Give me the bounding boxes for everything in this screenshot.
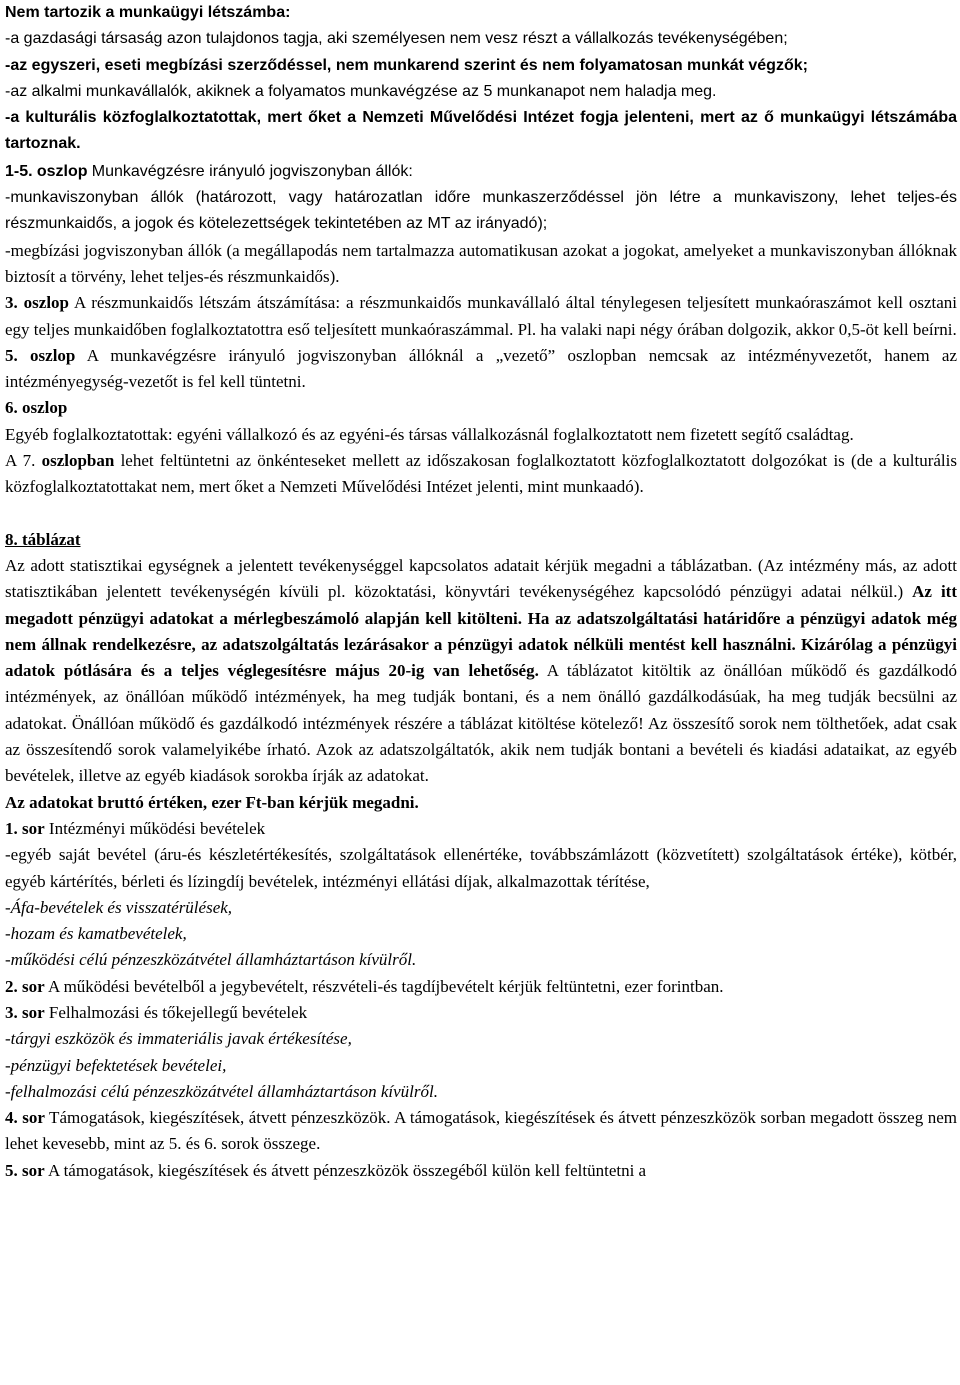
paragraph-row-2 [5,974,957,1000]
paragraph-own-revenue: -egyéb saját bevétel (áru-és készletértékesítés, szolgáltatások ellenértéke, továbbszámlázott (közvetített) szolgáltatások értéke), kötbér, egyéb kártérítés, bérleti és lízingdíj bevételek, intézményi ellátási díjak, alkalmazottak térítése, [5,845,957,891]
row-4-label: 4. sor [5,1108,45,1128]
column-7-prefix: A 7. [5,451,42,471]
paragraph-vat-revenue: -Áfa-bevételek és visszatérülések, [5,897,233,917]
paragraph-columns-1-5 [5,158,957,185]
column-5-label: 5. oszlop [5,345,76,365]
paragraph-row-1 [5,816,957,842]
paragraph-gross-value-note: Az adatokat bruttó értéken, ezer Ft-ban kérjük megadni. [5,792,419,812]
document-page [5,0,957,1184]
heading-not-in-headcount: Nem tartozik a munkaügyi létszámba: [5,4,291,21]
row-5-label: 5. sor [5,1160,45,1180]
column-7-label: oszlopban [41,451,115,471]
heading-column-6: 6. oszlop [5,398,68,418]
row-4-text: Támogatások, kiegészítések, átvett pénzeszközök. A támogatások, kiegészítések és átvett pénzeszközök sorban megadott összeg nem lehet kevesebb, mint az 5. és 6. sorok összege. [5,1108,957,1154]
row-3-text: Felhalmozási és tőkejellegű bevételek [44,1002,308,1022]
paragraph-column-5 [5,343,957,396]
paragraph-cultural-public-workers: -a kulturális közfoglalkoztatottak, mert őket a Nemzeti Művelődési Intézet fogja jelenteni, mert az ő munkaügyi létszámába tartoznak. [5,109,957,153]
paragraph-asset-sales: -tárgyi eszközök és immateriális javak értékesítése, [5,1029,352,1049]
paragraph-mandate: -megbízási jogviszonyban állók (a megállapodás nem tartalmazza automatikusan azokat a jogokat, amelyeket a munkaviszonyban állóknak biztosít a törvény, lehet teljes-és részmunkaidős). [5,240,957,286]
row-1-text: Intézményi működési bevételek [44,818,266,838]
column-5-text: A munkavégzésre irányuló jogviszonyban állóknál a „vezető” oszlopban nemcsak az intézményvezetőt, hanem az intézményegység-vezetőt is fel kell tüntetni. [5,345,957,392]
paragraph-column-3 [5,290,957,343]
paragraph-operating-transfer: -működési célú pénzeszközátvétel államháztartáson kívülről. [5,950,417,970]
paragraph-employment: -munkaviszonyban állók (határozott, vagy határozatlan időre munkaszerződéssel jön létre a munkaviszony, lehet teljes-és részmunkaidős, a jogok és kötelezettségek tekintetében az MT az irányadó); [5,189,957,233]
heading-table-8: 8. táblázat [5,529,81,549]
paragraph-column-7 [5,448,957,501]
table-8-intro: Az adott statisztikai egységnek a jelentett tevékenységgel kapcsolatos adatait kérjük megadni a táblázatban. (Az intézmény más, az adott statisztikában jelentett tevékenységén kívüli pl. közoktatási, könyvtári tevékenységéhez kapcsolódó pénzügyi adatai nélkül.) [5,555,957,602]
columns-1-5-label: 1-5. [5,162,33,180]
column-3-text: A részmunkaidős létszám átszámítása: a részmunkaidős munkavállaló által ténylegesen teljesített munkaóraszámot kell osztani egy teljes munkaidőben foglalkoztatottra eső teljesített munkaóraszámmal. Pl. ha valaki napi négy órában dolgozik, akkor 0,5-öt kell beírni. [5,293,957,339]
paragraph-row-5 [5,1158,957,1184]
spacer [5,501,957,527]
table-8-details: A táblázatot kitöltik az önállóan működő és gazdálkodó intézmények, az önállóan működő intézmények, ha meg tudják bontani, és a nem önálló gazdálkodásúak, ha meg tudják becsülni az adatokat. Önállóan működő és gazdálkodó intézmények részére a táblázat kitöltése kötelező! Az összesítő sorok nem tölthetőek, adat csak az összesítendő sorok valamelyikébe írható. Azok az adatszolgáltatók, akik nem tudják bontani a bevételi és kiadási adataikat, az egyéb bevételek, illetve az egyéb kiadások sorokba írják az adatokat. [5,661,957,786]
paragraph-interest-revenue: -hozam és kamatbevételek, [5,924,187,944]
row-2-text: A működési bevételből a jegybevételt, részvételi-és tagdíjbevételt kérjük feltüntetni, ezer forintban. [44,976,724,996]
column-7-text: lehet feltüntetni az önkénteseket mellett az időszakosan foglalkoztatott közfoglalkoztatott dolgozókat is (de a kulturális közfoglalkoztatottakat nem, mert őket a Nemzeti Művelődési Intézet jelenti, mint munkaadó). [5,451,957,497]
paragraph-capital-transfer: -felhalmozási célú pénzeszközátvétel államháztartáson kívülről. [5,1081,438,1101]
columns-1-5-oszlop: oszlop [36,162,88,180]
paragraph-row-4 [5,1105,957,1158]
column-3-label: 3. oszlop [5,293,70,313]
table-8-financial-note: Az itt megadott pénzügyi adatokat a mérlegbeszámoló alapján kell kitölteni. Ha az adatszolgáltatási határidőre a pénzügyi adatok még nem állnak rendelkezésre, az adatszolgáltatás lezárásakor a pénzügyi adatok nélküli mentést kell használni. Kizárólag a pénzügyi adatok pótlására és a teljes véglegesítésre május 20-ig van lehetőség. [5,582,958,681]
paragraph-table-8-instructions [5,553,957,790]
paragraph-one-time-contract: -az egyszeri, eseti megbízási szerződéssel, nem munkarend szerint és nem folyamatosan munkát végzők; [5,56,808,74]
paragraph-financial-investments: -pénzügyi befektetések bevételei, [5,1055,227,1075]
paragraph-row-3 [5,1000,957,1026]
row-1-label: 1. sor [5,818,45,838]
row-3-label: 3. sor [5,1002,45,1022]
row-5-text: A támogatások, kiegészítések és átvett pénzeszközök összegéből külön kell feltüntetni a [44,1160,647,1180]
columns-1-5-text: Munkavégzésre irányuló jogviszonyban állók: [91,162,413,180]
row-2-label: 2. sor [5,976,45,996]
paragraph-company-owner: -a gazdasági társaság azon tulajdonos tagja, aki személyesen nem vesz részt a vállalkozás tevékenységében; [5,30,788,48]
paragraph-other-employees: Egyéb foglalkoztatottak: egyéni vállalkozó és az egyéni-és társas vállalkozásnál foglalkoztatott nem fizetett segítő családtag. [5,424,854,444]
paragraph-casual-workers: -az alkalmi munkavállalók, akiknek a folyamatos munkavégzése az 5 munkanapot nem haladja meg. [5,82,717,100]
